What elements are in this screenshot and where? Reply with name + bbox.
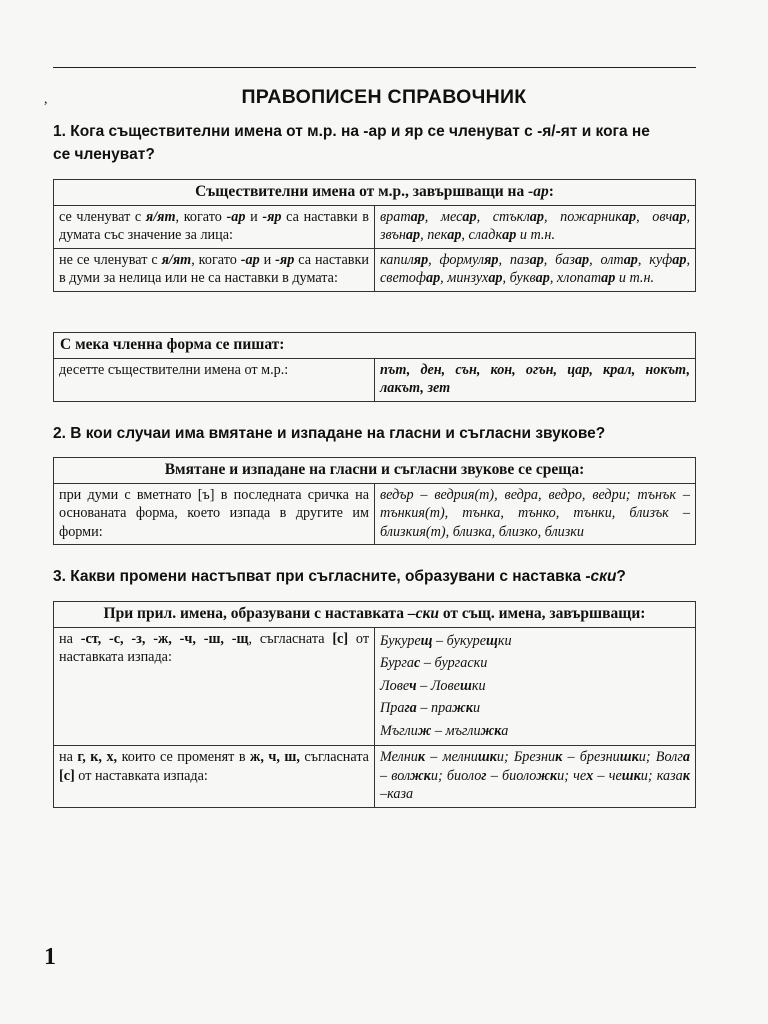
question-3-suffix: -ски: [585, 568, 617, 585]
table-row: [54, 627, 696, 746]
header-text: Съществителни имена от м.р., завършващи на: [195, 183, 529, 200]
question-3-end: ?: [616, 568, 626, 585]
example-line: Прага – пражки: [380, 700, 481, 716]
question-3: [53, 565, 703, 588]
table-row: [54, 205, 696, 248]
header-suffix: -ар: [528, 183, 549, 200]
table-ski-suffix-header: При прил. имена, образувани с наставката –ски от същ. имена, завършващи:: [54, 602, 696, 628]
examples-cell: вратар, месар, стъклар, пожарникар, овчар, звънар, пекар, сладкар и т.н.: [375, 205, 696, 248]
table-ar-yar-header: [54, 180, 696, 206]
example-line: Букурещ – букурещки: [380, 632, 512, 649]
table-row: [54, 358, 696, 401]
page-title: ПРАВОПИСЕН СПРАВОЧНИК: [241, 86, 527, 108]
rule-cell: десетте съществителни имена от м.р.:: [54, 358, 375, 401]
table-row: [54, 483, 696, 545]
example-line: Ловеч – Ловешки: [380, 677, 486, 694]
question-2: 2. В кои случаи има вмятане и изпадане на гласни и съгласни звукове?: [53, 425, 606, 442]
rule-cell: на г, к, х, които се променят в ж, ч, ш, съгласната [с] от наставката изпада:: [54, 746, 375, 808]
table-row: [54, 746, 696, 808]
header-colon: :: [548, 183, 554, 200]
rule-cell: при думи с вметнато [ъ] в последната сричка на основаната форма, което изпада в другите им форми:: [54, 483, 375, 545]
examples-cell: Мелник – мелнишки; Брезник – брезнишки; Волга – волжки; биолог – биоложки; чех – чешки; казак –каза: [375, 746, 696, 808]
page-number: 1: [44, 944, 56, 970]
rule-cell: се членуват с я/ят, когато -ар и -яр са наставки в думата със значение за лица:: [54, 205, 375, 248]
examples-cell: [375, 627, 696, 746]
examples-cell: път, ден, сън, кон, огън, цар, крал, нокът, лакът, зет: [375, 358, 696, 401]
rule-cell: не се членуват с я/ят, когато -ар и -яр са наставки в думи за нелица или не са наставки в думата:: [54, 248, 375, 291]
table-ski-suffix: [53, 601, 696, 808]
table-insertion: [53, 457, 696, 545]
example-line: Бургас – бургаски: [380, 655, 488, 671]
question-1-line-1: 1. Кога съществителни имена от м.р. на -ар и яр се членуват с -я/-ят и кога не: [53, 123, 650, 140]
table-soft-article-header: С мека членна форма се пишат:: [54, 333, 696, 359]
table-ar-yar: [53, 179, 696, 292]
question-3-text: 3. Какви промени настъпват при съгласните, образувани с наставка: [53, 568, 586, 585]
table-row: [54, 248, 696, 291]
table-insertion-header: Вмятане и изпадане на гласни и съгласни звукове се среща:: [54, 458, 696, 484]
question-1-line-2: се членуват?: [53, 146, 155, 163]
examples-cell: капиляр, формуляр, пазар, базар, олтар, куфар, светофар, минзухар, буквар, хлопатар и т.н.: [375, 248, 696, 291]
stray-mark: ,: [44, 92, 48, 107]
question-1: [53, 120, 703, 166]
rule-cell: на -ст, -с, -з, -ж, -ч, -ш, -щ, съгласната [с] от наставката изпада:: [54, 627, 375, 746]
table-soft-article: [53, 332, 696, 402]
examples-cell: ведър – ведрия(т), ведра, ведро, ведри; тънък – тънкия(т), тънка, тънко, тънки, близък – близкия(т), близка, близко, близки: [375, 483, 696, 545]
top-rule: [53, 67, 696, 68]
example-line: Мъглиж – мъглижка: [380, 722, 509, 739]
